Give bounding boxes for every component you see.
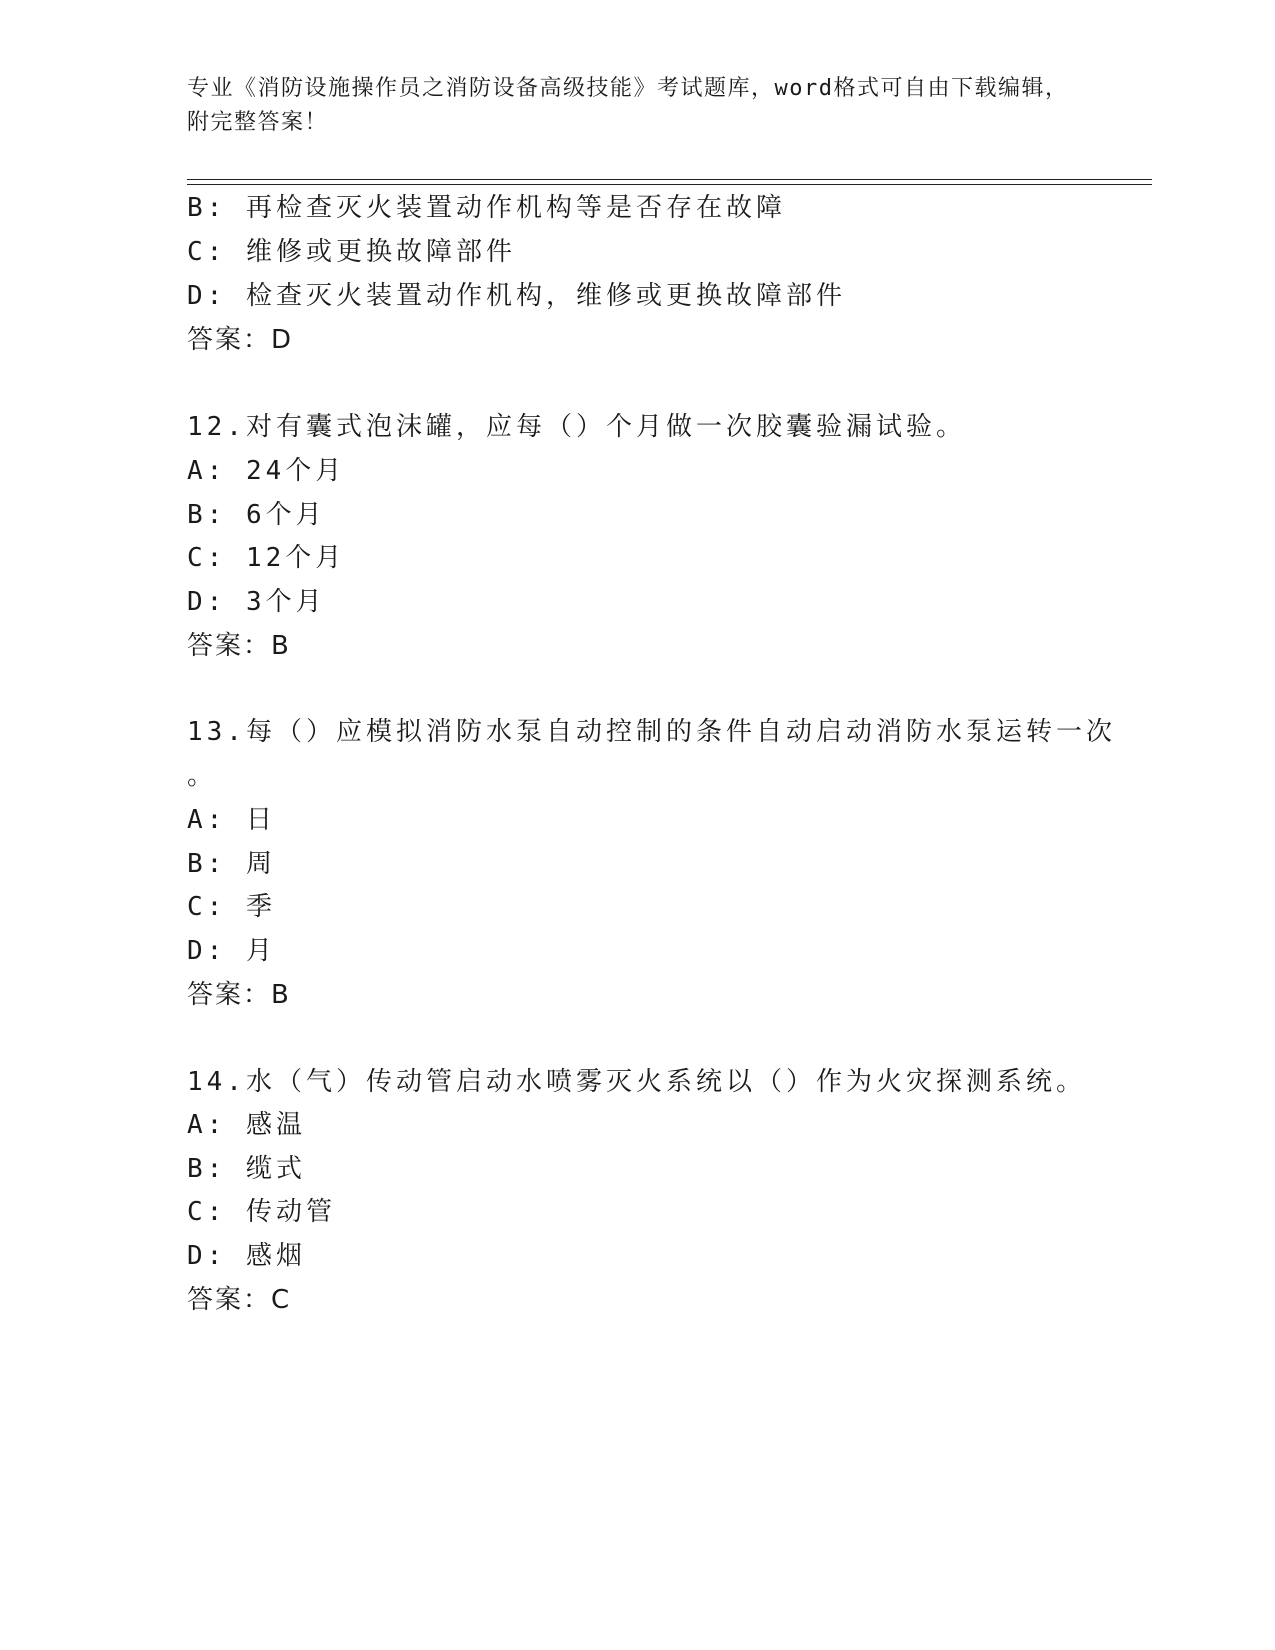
q12-option-d: D: 3个月 [187,587,326,617]
q11-answer: 答案：D [187,325,294,355]
q13-option-b: B: 周 [187,849,276,879]
q11-option-c: C: 维修或更换故障部件 [187,237,516,267]
q14-option-a: A: 感温 [187,1110,306,1140]
q13-question-continuation: 。 [187,761,218,791]
q14-option-d: D: 感烟 [187,1241,306,1271]
q12-question: 12.对有囊式泡沫罐，应每（）个月做一次胶囊验漏试验。 [187,412,966,442]
q12-option-a: A: 24个月 [187,456,346,486]
header-divider-bottom [187,184,1152,185]
q11-option-d: D: 检查灭火装置动作机构，维修或更换故障部件 [187,281,846,311]
q14-option-c: C: 传动管 [187,1197,336,1227]
q12-option-c: C: 12个月 [187,543,346,573]
q13-answer: 答案：B [187,980,291,1010]
q12-answer: 答案：B [187,631,291,661]
q14-question: 14.水（气）传动管启动水喷雾灭火系统以（）作为火灾探测系统。 [187,1067,1086,1097]
q13-option-c: C: 季 [187,892,276,922]
q14-option-b: B: 缆式 [187,1154,306,1184]
q13-option-d: D: 月 [187,936,276,966]
q12-option-b: B: 6个月 [187,500,326,530]
header-divider-top [187,179,1152,180]
q13-question: 13.每（）应模拟消防水泵自动控制的条件自动启动消防水泵运转一次 [187,717,1116,747]
q14-answer: 答案：C [187,1285,292,1315]
q13-option-a: A: 日 [187,805,276,835]
document-header: 专业《消防设施操作员之消防设备高级技能》考试题库，word格式可自由下载编辑，附完整答案！ [187,76,1069,135]
q11-option-b: B: 再检查灭火装置动作机构等是否存在故障 [187,193,786,223]
